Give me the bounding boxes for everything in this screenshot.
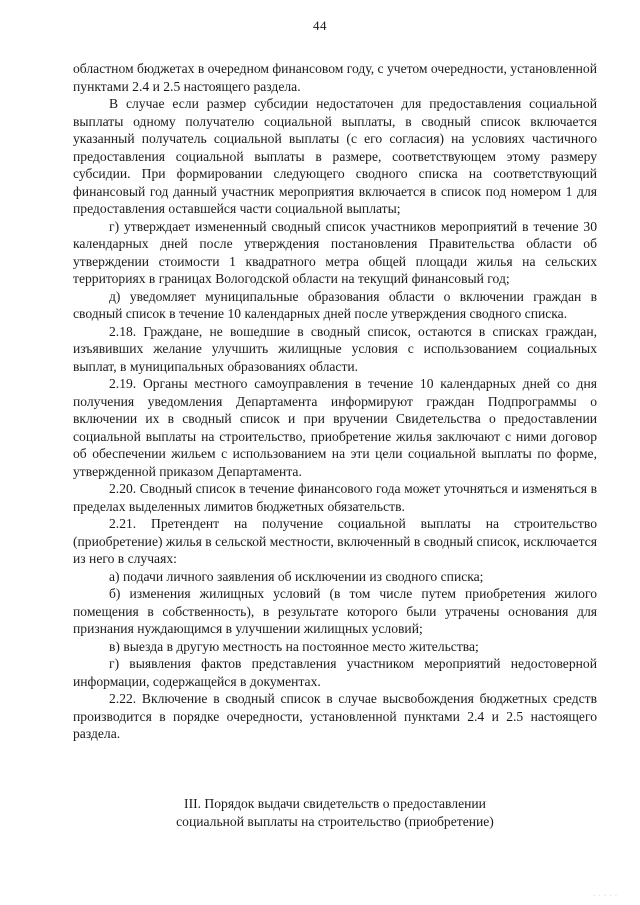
page-number: 44 <box>313 18 327 33</box>
scan-artifact: · · · · · <box>593 893 618 899</box>
paragraph: В случае если размер субсидии недостаточен для предоставления социальной выплаты одному получателю социальной выплаты, в сводный список включается указанный получатель социальной выплаты (с его согласия) на условиях частичного предоставления социальной выплаты в размере, соответствующем этому размеру субсидии. При формировании следующего сводного списка на соответствующий финансовый год данный участник мероприятия включается в список под номером 1 для предоставления оставшейся части социальной выплаты; <box>73 96 597 216</box>
paragraph: г) утверждает измененный сводный список участников мероприятий в течение 30 календарных дней после утверждения постановления Правительства области об утверждении стоимости 1 квадратного метра общей площади жилья на сельских территориях в границах Вологодской области на текущий финансовый год; <box>73 218 597 286</box>
paragraph: д) уведомляет муниципальные образования области о включении граждан в сводный список в течение 10 календарных дней после утверждения сводного списка. <box>73 288 597 321</box>
paragraph: в) выезда в другую местность на постоянное место жительства; <box>109 638 479 654</box>
paragraph: 2.18. Граждане, не вошедшие в сводный список, остаются в списках граждан, изъявивших желание улучшить жилищные условия с использованием социальных выплат, в муниципальных образованиях области. <box>73 323 597 374</box>
paragraph: 2.22. Включение в сводный список в случае высвобождения бюджетных средств производится в порядке очередности, установленной пунктами 2.4 и 2.5 настоящего раздела. <box>73 691 597 741</box>
paragraph: а) подачи личного заявления об исключении из сводного списка; <box>109 568 484 584</box>
paragraph: 2.19. Органы местного самоуправления в течение 10 календарных дней со дня получения уведомления Департамента информируют граждан Подпрограммы о включении их в сводный список и при вручении Свидетельства о предоставлении социальной выплаты на строительство, приобретение жилья заключают с ними договор об обеспечении жильем с использованием на эти цели социальной выплаты по форме, утвержденной приказом Департамента. <box>73 376 597 479</box>
paragraph: б) изменения жилищных условий (в том числе путем приобретения жилого помещения в собственность), в результате которого были утрачены основания для признания нуждающимся в улучшении жилищных условий; <box>73 586 597 636</box>
paragraph: 2.20. Сводный список в течение финансового года может уточняться и изменяться в пределах выделенных лимитов бюджетных обязательств. <box>73 481 597 514</box>
section-heading-line: социальной выплаты на строительство (приобретение) <box>176 813 494 829</box>
section-heading <box>73 795 597 830</box>
paragraph: г) выявления фактов представления участником мероприятий недостоверной информации, содержащейся в документах. <box>73 656 597 689</box>
body-text <box>73 60 597 743</box>
section-heading-line: III. Порядок выдачи свидетельств о предоставлении <box>184 796 486 811</box>
paragraph: областном бюджетах в очередном финансовом году, с учетом очередности, установленной пунктами 2.4 и 2.5 настоящего раздела. <box>73 61 597 94</box>
paragraph: 2.21. Претендент на получение социальной выплаты на строительство (приобретение) жилья в сельской местности, включенный в сводный список, исключается из него в случаях: <box>73 516 597 566</box>
